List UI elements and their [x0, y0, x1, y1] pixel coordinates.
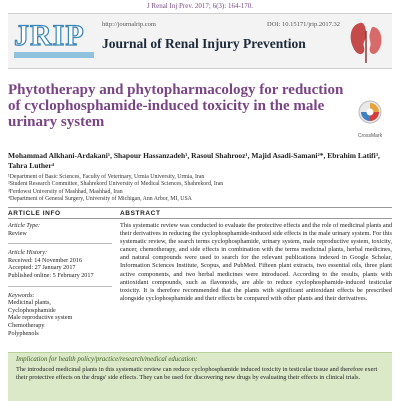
article-history-label: Article History:: [8, 249, 48, 257]
journal-name: Journal of Renal Injury Prevention: [102, 36, 306, 51]
author-list: Mohammad Alkhani-Ardakani¹, Shapour Hassanzadeh¹, Rasoul Shahrooz¹, Majid Asadi-Samani²*, Ebrahim Latifi³, Tahra Luther⁴: [8, 151, 380, 170]
keywords-label: Keywords:: [8, 291, 35, 299]
article-info-panel: [8, 222, 112, 343]
abstract-heading: ABSTRACT: [120, 210, 161, 217]
citation-line: J Renal Inj Prev. 2017; 6(3): 164-170.: [146, 2, 254, 10]
keyword: Male reproductive system: [8, 314, 73, 322]
article-type-value: Review: [8, 229, 27, 237]
info-divider: [8, 243, 112, 244]
info-divider: [8, 286, 112, 287]
section-divider: [8, 207, 392, 208]
implication-text: The introduced medicinal plants in this systematic review can reduce cyclophosphamide induced toxicity in testicular tissue and therefore exert their protective effects on the drugs' side effects. They can be used for discovering new drugs by evaluating their effects in clinical trials.: [16, 366, 378, 381]
accepted-date: Accepted: 27 January 2017: [8, 264, 76, 272]
implication-heading: Implication for health policy/practice/research/medical education:: [16, 356, 198, 363]
keyword: Medicinal plants,: [8, 299, 51, 307]
affiliations: [8, 174, 392, 203]
article-info-heading: ARTICLE INFO: [8, 210, 61, 217]
keyword: Cyclophosphamide: [8, 306, 56, 314]
crossmark-label: CrossMark: [357, 133, 383, 139]
section-divider: [8, 218, 392, 219]
received-date: Received: 14 November 2016: [8, 256, 83, 264]
abstract-text: This systematic review was conducted to evaluate the protective effects and the role of medicinal plants and their derivatives in reducing the cyclophosphamide-induced side effects in the male urinary system. For this systematic review, the search terms cyclophosphamide, urinary system, male reproductive system, toxicity, cancer, chemotherapy, and side effects in combination with the terms medicinal plants, herbal medicines, and natural compounds were used to search for the relevant publications indexed in Google Scholar, Information Sciences Institute, Scopus, and PubMed. Fifteen plant extracts, two essential oils, three plant active components, and two herbal medicines were introduced. According to the results, plants with antioxidant compounds, such as flavonoids, are able to reduce cyclophosphamide-induced testicular toxicity. It is therefore recommended that the plants with significant antioxidant effects be prescribed alongside cyclophosphamide and their effects be compared with other plants and their derivatives.: [120, 222, 392, 302]
article-type-label: Article Type:: [8, 222, 41, 229]
journal-website[interactable]: http://journalrip.com: [102, 21, 156, 28]
implication-box: [8, 352, 392, 401]
keyword: Polyphenols: [8, 329, 39, 337]
published-date: Published online: 5 February 2017: [8, 271, 94, 279]
crossmark-badge[interactable]: [356, 100, 384, 142]
affiliation: ¹Department of Basic Sciences, Faculty of Veterinary, Urmia University, Urmia, Iran: [8, 174, 205, 180]
journal-logo: JRIP: [14, 19, 85, 52]
keyword: Chemotherapy: [8, 321, 45, 329]
affiliation: ²Student Research Committee, Shahrekord University of Medical Sciences, Shahrekord, Iran: [8, 181, 224, 188]
doi[interactable]: DOI: 10.15171/jrip.2017.32: [267, 21, 340, 28]
affiliation: ³Ferdowsi University of Mashhad, Mashhad, Iran: [8, 188, 123, 195]
crossmark-icon: [358, 100, 382, 124]
affiliation: ⁴Department of General Surgery, University of Michigan, Ann Arbor, MI, USA: [8, 195, 192, 202]
journal-header: [8, 13, 392, 69]
logo-underline: [14, 52, 94, 58]
kidney-icon: [346, 17, 386, 65]
article-title: Phytotherapy and phytopharmacology for reduction of cyclophosphamide-induced toxicity in the male urinary system: [8, 82, 344, 130]
